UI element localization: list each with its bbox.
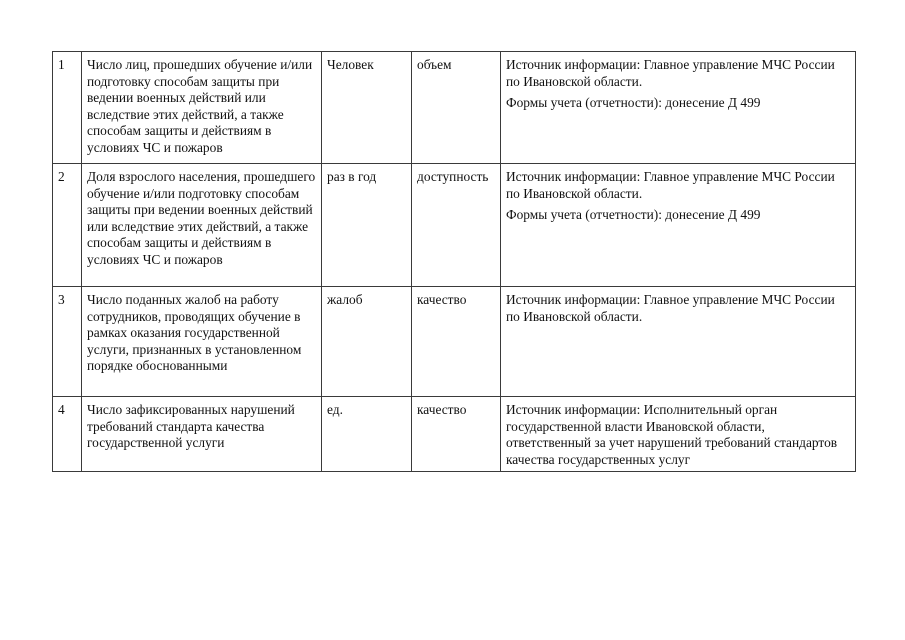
indicator-name: Доля взрослого населения, прошедшего обучение и/или подготовку способам защиты при ведении военных действий или вследствие этих действий, а также способам защиты и действиям в условиях ЧС и пожаров bbox=[82, 164, 322, 287]
source-text: Источник информации: Главное управление МЧС России по Ивановской области. bbox=[506, 57, 835, 89]
row-number: 2 bbox=[53, 164, 82, 287]
indicator-type: доступность bbox=[412, 164, 501, 287]
reporting-form-text: Формы учета (отчетности): донесение Д 499 bbox=[506, 95, 761, 111]
information-source bbox=[501, 52, 856, 164]
source-text: Источник информации: Главное управление МЧС России по Ивановской области. bbox=[506, 292, 835, 324]
unit-of-measure: ед. bbox=[322, 397, 412, 472]
information-source bbox=[501, 287, 856, 397]
information-source bbox=[501, 397, 856, 472]
table-row bbox=[53, 287, 856, 397]
indicator-name: Число лиц, прошедших обучение и/или подготовку способам защиты при ведении военных действий или вследствие этих действий, а также способам защиты и действиям в условиях ЧС и пожаров bbox=[82, 52, 322, 164]
unit-of-measure: раз в год bbox=[322, 164, 412, 287]
row-number: 4 bbox=[53, 397, 82, 472]
unit-of-measure: жалоб bbox=[322, 287, 412, 397]
row-number: 3 bbox=[53, 287, 82, 397]
information-source bbox=[501, 164, 856, 287]
indicator-name: Число поданных жалоб на работу сотрудников, проводящих обучение в рамках оказания государственной услуги, признанных в установленном порядке обоснованными bbox=[82, 287, 322, 397]
indicator-type: качество bbox=[412, 287, 501, 397]
indicators-table bbox=[52, 51, 856, 472]
indicator-type: качество bbox=[412, 397, 501, 472]
reporting-form-text: Формы учета (отчетности): донесение Д 499 bbox=[506, 207, 761, 223]
table-row bbox=[53, 164, 856, 287]
source-text: Источник информации: Главное управление МЧС России по Ивановской области. bbox=[506, 169, 835, 201]
indicator-type: объем bbox=[412, 52, 501, 164]
row-number: 1 bbox=[53, 52, 82, 164]
unit-of-measure: Человек bbox=[322, 52, 412, 164]
table-row bbox=[53, 52, 856, 164]
indicator-name: Число зафиксированных нарушений требований стандарта качества государственной услуги bbox=[82, 397, 322, 472]
source-text: Источник информации: Исполнительный орган государственной власти Ивановской области, ответственный за учет нарушений требований стандартов качества государственных услуг bbox=[506, 402, 838, 467]
table-row bbox=[53, 397, 856, 472]
